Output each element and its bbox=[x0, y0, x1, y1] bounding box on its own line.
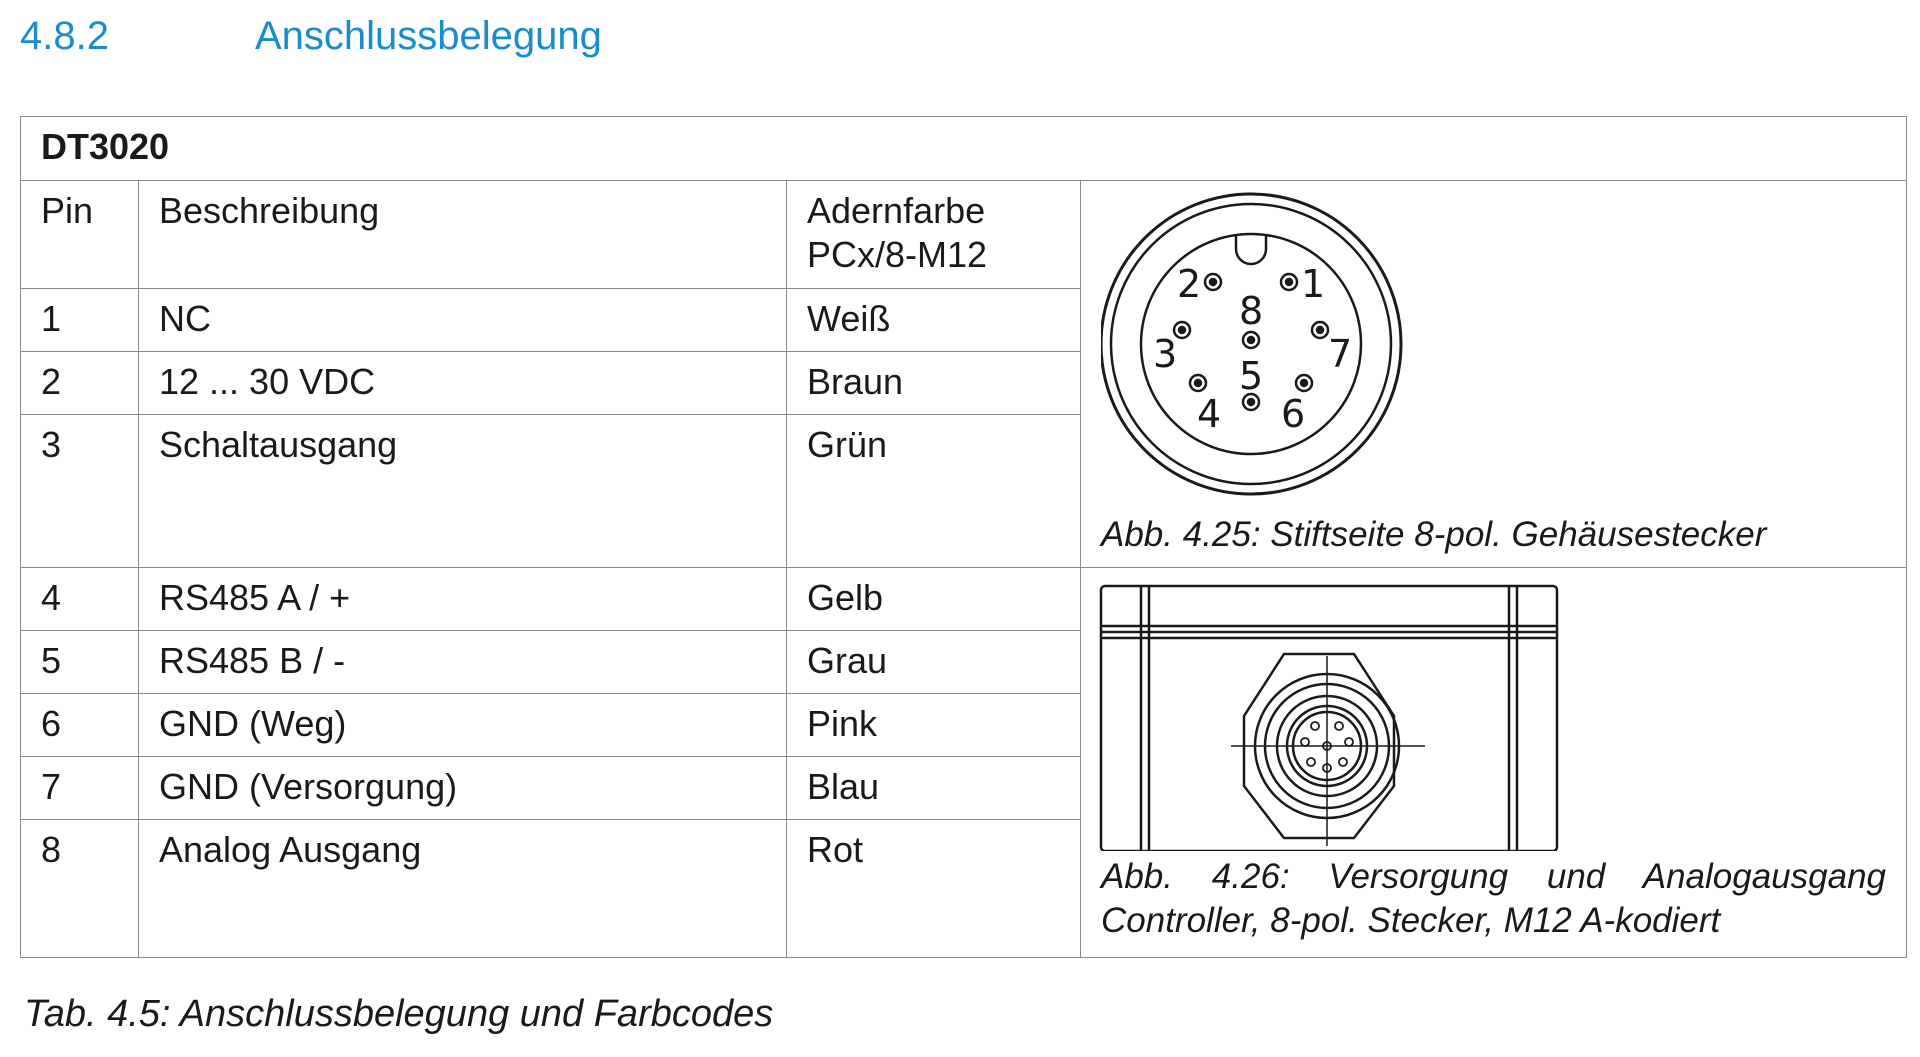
wire-color-cell: Weiß bbox=[787, 289, 1081, 352]
header-wire-color-line1: Adernfarbe bbox=[807, 190, 986, 231]
figure-connector-face-cell bbox=[1081, 181, 1907, 568]
pin-label-2: 2 bbox=[1177, 262, 1202, 306]
table-row bbox=[21, 568, 1907, 631]
pin-label-5: 5 bbox=[1239, 354, 1264, 398]
section-number: 4.8.2 bbox=[20, 14, 109, 58]
description-cell: NC bbox=[139, 289, 787, 352]
description-cell: RS485 A / + bbox=[139, 568, 787, 631]
pin-label-1: 1 bbox=[1301, 262, 1326, 306]
wire-color-cell: Braun bbox=[787, 352, 1081, 415]
header-pin: Pin bbox=[21, 181, 139, 289]
header-wire-color-line2: PCx/8-M12 bbox=[807, 234, 988, 275]
pin-cell: 6 bbox=[21, 694, 139, 757]
header-wire-color bbox=[787, 181, 1081, 289]
figure-4-25-caption: Abb. 4.25: Stiftseite 8-pol. Gehäusestecker bbox=[1101, 515, 1767, 554]
wire-color-cell: Pink bbox=[787, 694, 1081, 757]
pin-label-7: 7 bbox=[1328, 332, 1353, 376]
pin-cell: 7 bbox=[21, 757, 139, 820]
pin-cell: 5 bbox=[21, 631, 139, 694]
pin-cell: 2 bbox=[21, 352, 139, 415]
figure-housing-cell bbox=[1081, 568, 1907, 958]
housing-drawing bbox=[1099, 576, 1559, 851]
description-cell: GND (Versorgung) bbox=[139, 757, 787, 820]
pin-cell: 1 bbox=[21, 289, 139, 352]
connector-face-drawing bbox=[1101, 189, 1421, 509]
wire-color-cell: Gelb bbox=[787, 568, 1081, 631]
wire-color-cell: Rot bbox=[787, 820, 1081, 958]
pin-label-6: 6 bbox=[1281, 392, 1306, 436]
description-cell: 12 ... 30 VDC bbox=[139, 352, 787, 415]
pin-label-3: 3 bbox=[1153, 332, 1178, 376]
description-cell: RS485 B / - bbox=[139, 631, 787, 694]
description-cell: Schaltausgang bbox=[139, 415, 787, 568]
wire-color-cell: Grün bbox=[787, 415, 1081, 568]
pin-assignment-table bbox=[20, 116, 1907, 958]
table-header-row bbox=[21, 181, 1907, 289]
pin-cell: 8 bbox=[21, 820, 139, 958]
connector-key-notch bbox=[1236, 234, 1266, 264]
description-cell: Analog Ausgang bbox=[139, 820, 787, 958]
wire-color-cell: Grau bbox=[787, 631, 1081, 694]
table-title-row bbox=[21, 117, 1907, 181]
header-description: Beschreibung bbox=[139, 181, 787, 289]
pin-cell: 3 bbox=[21, 415, 139, 568]
device-name: DT3020 bbox=[21, 117, 1907, 181]
table-caption: Tab. 4.5: Anschlussbelegung und Farbcodes bbox=[24, 993, 774, 1035]
pin-label-8: 8 bbox=[1239, 289, 1264, 333]
figure-4-26-caption-line2: Controller, 8-pol. Stecker, M12 A-kodiert bbox=[1101, 901, 1721, 940]
section-title: Anschlussbelegung bbox=[255, 14, 602, 58]
pin-label-4: 4 bbox=[1197, 392, 1222, 436]
wire-color-cell: Blau bbox=[787, 757, 1081, 820]
figure-4-26-caption bbox=[1101, 855, 1886, 943]
figure-4-26-caption-line1: Abb. 4.26: Versorgung und Analogausgang bbox=[1101, 857, 1887, 896]
pin-cell: 4 bbox=[21, 568, 139, 631]
description-cell: GND (Weg) bbox=[139, 694, 787, 757]
